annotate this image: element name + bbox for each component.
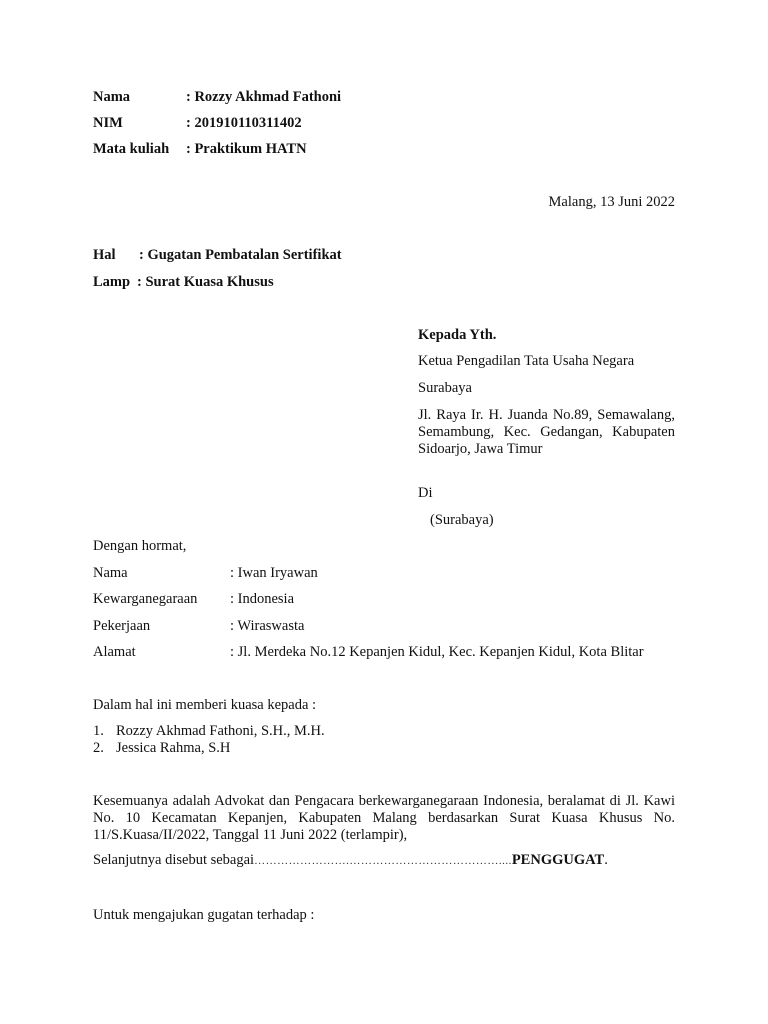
client-kerja-label: Pekerjaan — [93, 618, 151, 634]
recipient-line2: Surabaya — [418, 380, 472, 396]
client-wn-label: Kewarganegaraan — [93, 591, 198, 607]
header-mk-label: Mata kuliah — [93, 141, 170, 157]
recipient-heading: Kepada Yth. — [418, 327, 497, 343]
recipient-line1: Ketua Pengadilan Tata Usaha Negara — [418, 353, 635, 369]
selanjutnya-prefix: Selanjutnya disebut sebagai — [93, 852, 255, 868]
subject-lamp-label: Lamp — [93, 274, 131, 290]
greeting: Dengan hormat, — [93, 538, 187, 554]
recipient-city: (Surabaya) — [430, 512, 494, 528]
attorney-1-num: 1. — [93, 723, 104, 739]
kuasa-intro: Dalam hal ini memberi kuasa kepada : — [93, 697, 317, 713]
selanjutnya-line — [93, 851, 608, 870]
closing-line: Untuk mengajukan gugatan terhadap : — [93, 907, 315, 923]
subject-hal-value: : Gugatan Pembatalan Sertifikat — [139, 247, 342, 263]
penggugat-label: PENGGUGAT — [511, 852, 605, 868]
subject-hal-label: Hal — [93, 247, 116, 263]
header-nama-label: Nama — [93, 89, 131, 105]
selanjutnya-dots: …………………….………………………………….... — [254, 855, 512, 867]
client-alamat-value: : Jl. Merdeka No.12 Kepanjen Kidul, Kec. Kepanjen Kidul, Kota Blitar — [230, 644, 644, 660]
attorney-2-name: Jessica Rahma, S.H — [116, 740, 231, 756]
recipient-di: Di — [418, 485, 433, 501]
letter-date: Malang, 13 Juni 2022 — [548, 194, 675, 210]
client-alamat-label: Alamat — [93, 644, 136, 660]
recipient-address: Jl. Raya Ir. H. Juanda No.89, Semawalang, Semambung, Kec. Gedangan, Kabupaten Sidoarjo, Jawa Timur — [418, 407, 675, 457]
client-wn-value: : Indonesia — [230, 591, 295, 607]
header-mk-value: : Praktikum HATN — [186, 141, 307, 157]
client-kerja-value: : Wiraswasta — [230, 618, 305, 634]
subject-lamp-value: : Surat Kuasa Khusus — [137, 274, 274, 290]
header-nim-value: : 201910110311402 — [186, 115, 302, 131]
attorney-2-num: 2. — [93, 740, 104, 756]
client-nama-label: Nama — [93, 565, 128, 581]
advocate-paragraph: Kesemuanya adalah Advokat dan Pengacara berkewarganegaraan Indonesia, beralamat di Jl. Kawi No. 10 Kecamatan Kepanjen, Kabupaten Malang berdasarkan Surat Kuasa Khusus No. 11/S.Kuasa/II/2022, Tanggal 11 Juni 2022 (terlampir), — [93, 793, 675, 843]
header-nama-value: : Rozzy Akhmad Fathoni — [186, 89, 342, 105]
selanjutnya-suffix: . — [604, 852, 608, 868]
attorney-1-name: Rozzy Akhmad Fathoni, S.H., M.H. — [116, 723, 325, 739]
client-nama-value: : Iwan Iryawan — [230, 565, 318, 581]
header-nim-label: NIM — [93, 115, 123, 131]
